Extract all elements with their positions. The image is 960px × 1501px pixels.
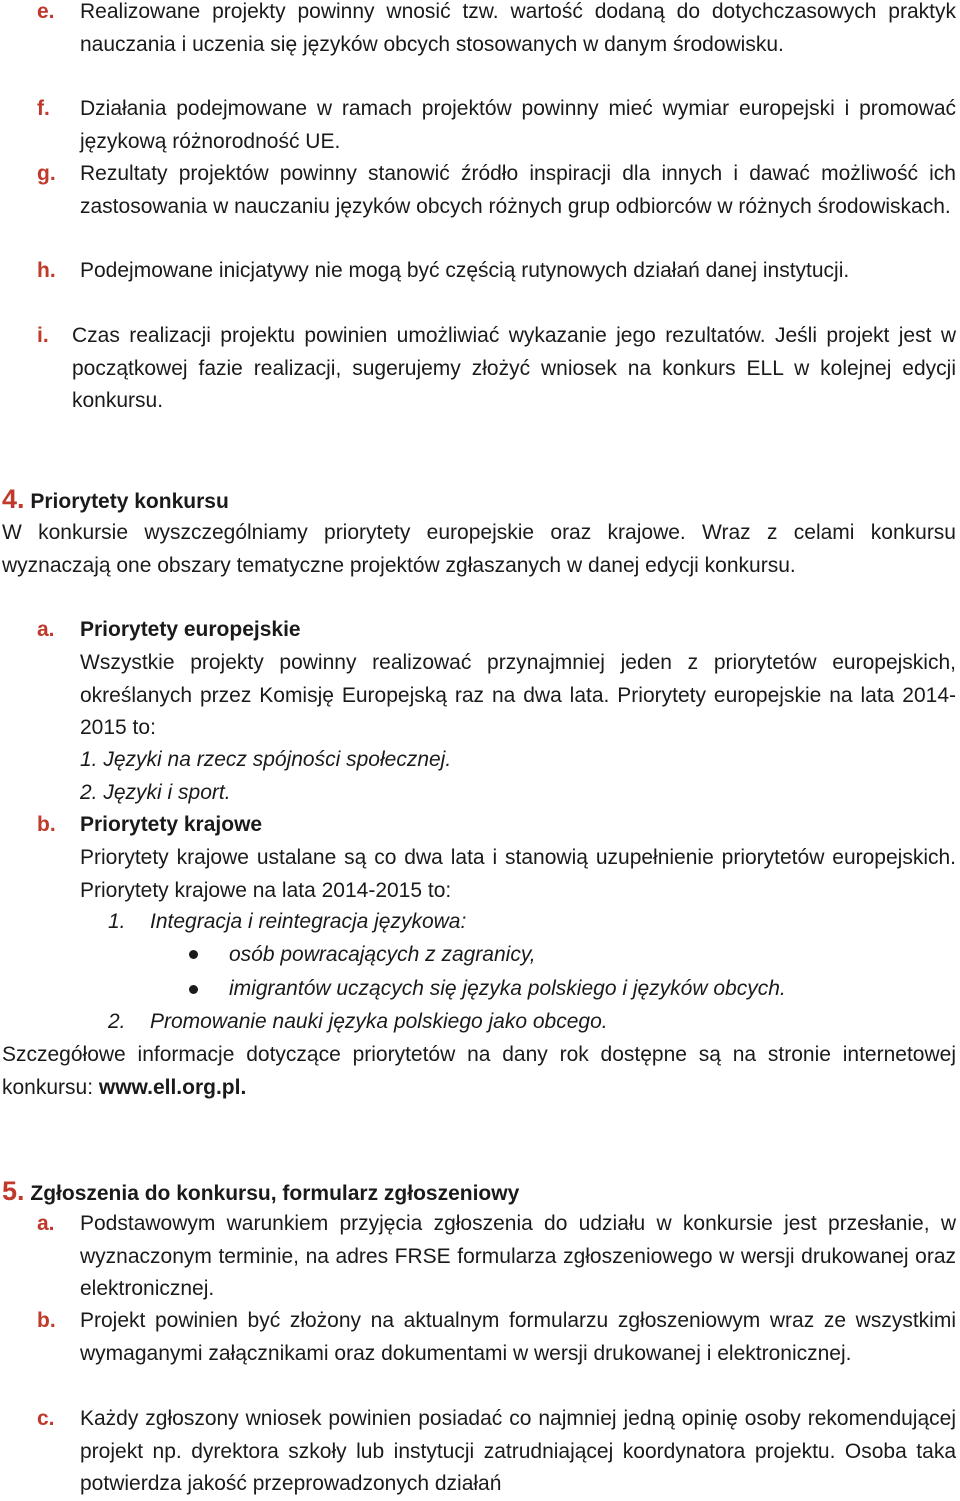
section-4-footer-text: Szczegółowe informacje dotyczące priorytetów na dany rok dostępne są na stronie internetowej konkursu:	[2, 1043, 956, 1099]
section-4a-title: Priorytety europejskie	[80, 618, 301, 641]
section-5b-marker: b.	[37, 1309, 56, 1332]
list-marker-i: i.	[37, 324, 49, 347]
section-5a-marker: a.	[37, 1212, 55, 1235]
section-4-heading	[2, 483, 952, 519]
eu-priority-2: 2. Języki i sport.	[80, 781, 231, 804]
national-priority-1: Integracja i reintegracja językowa:	[150, 910, 467, 933]
eu-priority-1: 1. Języki na rzecz spójności społecznej.	[80, 748, 452, 771]
section-4-number: 4.	[2, 484, 25, 514]
list-marker-h: h.	[37, 259, 56, 282]
list-marker-g: g.	[37, 162, 56, 185]
national-priority-1-bullet-2: imigrantów uczących się języka polskiego i języków obcych.	[229, 977, 786, 1000]
bullet-icon	[189, 985, 198, 994]
national-priority-1-bullet-1: osób powracających z zagranicy,	[229, 943, 536, 966]
section-4-intro: W konkursie wyszczególniamy priorytety europejskie oraz krajowe. Wraz z celami konkursu wyznaczają one obszary tematyczne projektów zgłaszanych w danej edycji konkursu.	[2, 521, 956, 577]
section-5-heading	[2, 1175, 952, 1211]
section-4b-title: Priorytety krajowe	[80, 813, 263, 836]
section-5-title: Zgłoszenia do konkursu, formularz zgłoszeniowy	[30, 1182, 520, 1205]
list-item-e: Realizowane projekty powinny wnosić tzw. wartość dodaną do dotychczasowych praktyk nauczania i uczenia się języków obcych stosowanych w danym środowisku.	[80, 0, 956, 56]
section-4a-marker: a.	[37, 618, 55, 641]
section-4a-text: Wszystkie projekty powinny realizować przynajmniej jeden z priorytetów europejskich, określanych przez Komisję Europejską raz na dwa lata. Priorytety europejskie na lata 2014-2015 to:	[80, 651, 956, 739]
section-4b-marker: b.	[37, 813, 56, 836]
section-4b-text: Priorytety krajowe ustalane są co dwa lata i stanowią uzupełnienie priorytetów europejskich. Priorytety krajowe na lata 2014-2015 to:	[80, 846, 956, 902]
section-5c-text: Każdy zgłoszony wniosek powinien posiadać co najmniej jedną opinię osoby rekomendującej projekt np. dyrektora szkoły lub instytucji zatrudniającej koordynatora projektu. Osoba taka potwierdza jakość przeprowadzonych działań	[80, 1407, 956, 1495]
website-link[interactable]: www.ell.org.pl.	[98, 1075, 247, 1099]
section-5c-marker: c.	[37, 1407, 55, 1430]
national-priority-1-number: 1.	[108, 910, 126, 933]
list-item-h: Podejmowane inicjatywy nie mogą być częścią rutynowych działań danej instytucji.	[80, 259, 850, 282]
list-item-f: Działania podejmowane w ramach projektów powinny mieć wymiar europejski i promować językową różnorodność UE.	[80, 97, 956, 153]
section-5-number: 5.	[2, 1176, 25, 1206]
section-5b-text: Projekt powinien być złożony na aktualnym formularzu zgłoszeniowym wraz ze wszystkimi wymaganymi załącznikami oraz dokumentami w wersji drukowanej i elektronicznej.	[80, 1309, 956, 1365]
national-priority-2-number: 2.	[108, 1010, 126, 1033]
section-5a-text: Podstawowym warunkiem przyjęcia zgłoszenia do udziału w konkursie jest przesłanie, w wyznaczonym terminie, na adres FRSE formularza zgłoszeniowego w wersji drukowanej oraz elektronicznej.	[80, 1212, 956, 1300]
list-item-i: Czas realizacji projektu powinien umożliwiać wykazanie jego rezultatów. Jeśli projekt jest w początkowej fazie realizacji, sugerujemy złożyć wniosek na konkurs ELL w kolejnej edycji konkursu.	[72, 324, 956, 412]
list-item-g: Rezultaty projektów powinny stanowić źródło inspiracji dla innych i dawać możliwość ich zastosowania w nauczaniu języków obcych różnych grup odbiorców w różnych środowiskach.	[80, 162, 956, 218]
section-4-footer	[2, 1039, 956, 1104]
list-marker-f: f.	[37, 97, 50, 120]
section-4-title: Priorytety konkursu	[30, 490, 229, 513]
bullet-icon	[189, 950, 198, 959]
list-marker-e: e.	[37, 0, 55, 23]
national-priority-2: Promowanie nauki języka polskiego jako obcego.	[150, 1010, 608, 1033]
